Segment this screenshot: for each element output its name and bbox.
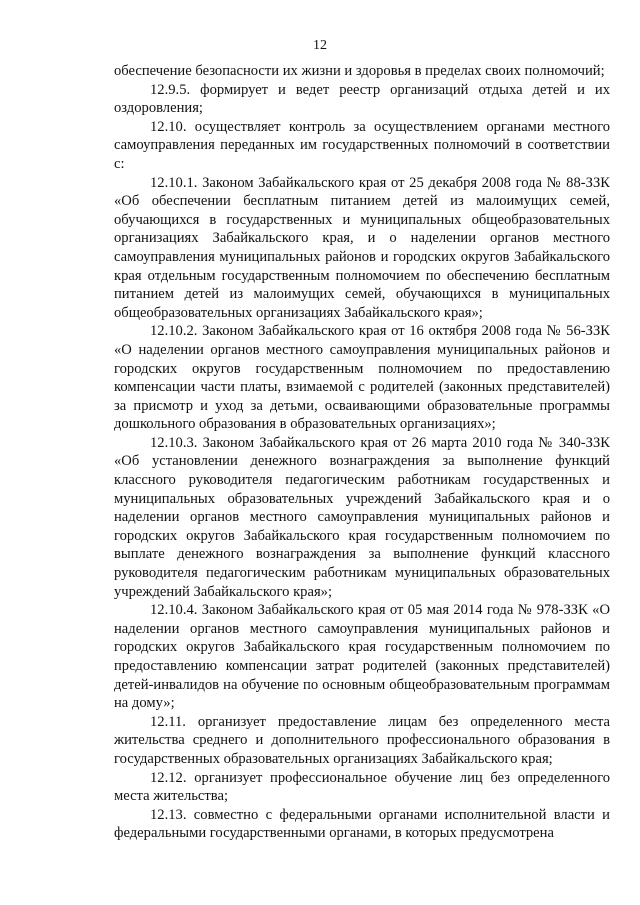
- paragraph-12-10-3: 12.10.3. Законом Забайкальского края от 26 марта 2010 года № 340-ЗЗК «Об установлении денежного вознаграждения за выполнение функций классного руководителя педагогическим работникам государственных и муниципальных образовательных учреждений Забайкальского края и о наделении органов местного самоуправления муниципальных районов и городских округов Забайкальского края государственным полномочием по выплате денежного вознаграждения за выполнение функций классного руководителя педагогическим работникам муниципальных образовательных учреждений Забайкальского края»;: [114, 434, 610, 600]
- paragraph-12-13: 12.13. совместно с федеральными органами исполнительной власти и федеральными государственными органами, в которых предусмотрена: [114, 806, 610, 842]
- page-number: 12: [313, 38, 327, 53]
- paragraph-12-11: 12.11. организует предоставление лицам без определенного места жительства среднего и дополнительного профессионального образования в государственных образовательных организациях Забайкальского края;: [114, 713, 610, 767]
- paragraph-12-10-2: 12.10.2. Законом Забайкальского края от 16 октября 2008 года № 56-ЗЗК «О наделении органов местного самоуправления муниципальных районов и городских округов государственным полномочием по предоставлению компенсации части платы, взимаемой с родителей (законных представителей) за присмотр и уход за детьми, осваивающими образовательные программы дошкольного образования в образовательных организациях»;: [114, 323, 610, 433]
- paragraph-12-9-5: 12.9.5. формирует и ведет реестр организаций отдыха детей и их оздоровления;: [114, 81, 610, 117]
- document-body: [114, 62, 610, 843]
- paragraph-continuation: обеспечение безопасности их жизни и здоровья в пределах своих полномочий;: [114, 63, 605, 79]
- paragraph-12-10-4: 12.10.4. Законом Забайкальского края от 05 мая 2014 года № 978-ЗЗК «О наделении органов местного самоуправления муниципальных районов и городских округов Забайкальского края государственным полномочием по предоставлению компенсации затрат родителей (законных представителей) детей-инвалидов на обучение по основным общеобразовательным программам на дому»;: [114, 602, 610, 712]
- paragraph-12-10: 12.10. осуществляет контроль за осуществлением органами местного самоуправления переданных им государственных полномочий в соответствии с:: [114, 118, 610, 172]
- paragraph-12-12: 12.12. организует профессиональное обучение лиц без определенного места жительства;: [114, 769, 610, 805]
- paragraph-12-10-1: 12.10.1. Законом Забайкальского края от 25 декабря 2008 года № 88-ЗЗК «Об обеспечении бесплатным питанием детей из малоимущих семей, обучающихся в государственных и муниципальных общеобразовательных организациях Забайкальского края, и о наделении органов местного самоуправления муниципальных районов и городских округов Забайкальского края отдельным государственным полномочием по обеспечению бесплатным питанием детей из малоимущих семей, обучающихся в муниципальных общеобразовательных организациях Забайкальского края»;: [114, 174, 610, 321]
